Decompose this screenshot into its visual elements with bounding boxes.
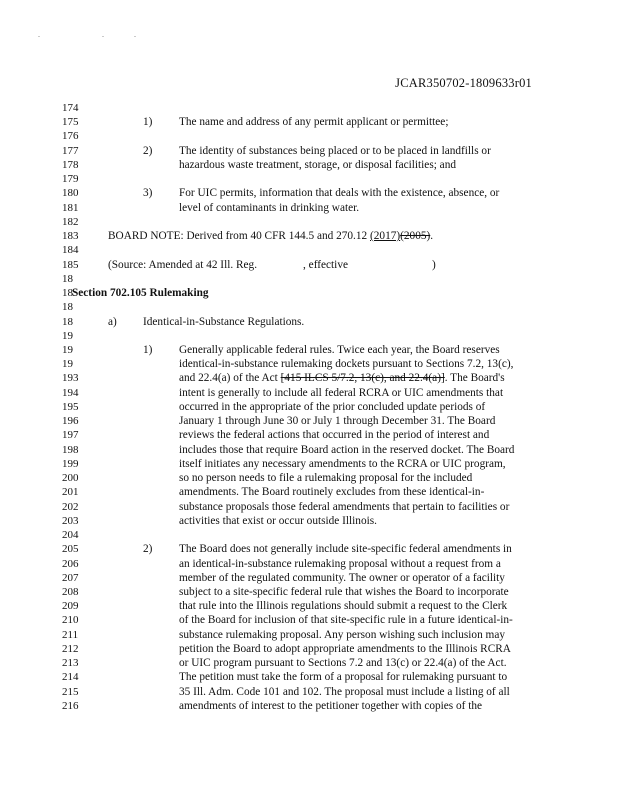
- line-number: 18: [62, 301, 73, 314]
- scan-specks: . ..: [38, 30, 166, 39]
- line-row: [0, 628, 618, 642]
- line-number: 175: [62, 116, 79, 129]
- line-number: 174: [62, 102, 79, 114]
- line-number: 178: [62, 158, 79, 171]
- line-number: 204: [62, 529, 79, 542]
- line-row: [0, 315, 618, 329]
- line-row: [0, 258, 618, 272]
- line-number: 181: [62, 201, 79, 214]
- item-3-text-line-1: For UIC permits, information that deals with the existence, absence, or: [179, 187, 500, 200]
- line-row: [0, 656, 618, 670]
- line-row: [0, 371, 618, 385]
- section-heading: Section 702.105 Rulemaking: [72, 287, 209, 300]
- item-3-number: 3): [143, 187, 153, 200]
- line-row: [0, 642, 618, 656]
- line-number: 184: [62, 244, 79, 257]
- line-number: 210: [62, 614, 79, 627]
- line-row: [0, 485, 618, 499]
- paragraph-1-line: amendments. The Board routinely excludes from these identical-in-: [179, 486, 485, 499]
- line-row: [0, 414, 618, 428]
- line-row: [0, 215, 618, 229]
- paragraph-1-line: occurred in the appropriate of the prior concluded update periods of: [179, 400, 486, 413]
- line-row: [0, 243, 618, 257]
- line-row: [0, 172, 618, 186]
- line-number: 18: [62, 287, 73, 300]
- paragraph-2-line: amendments of interest to the petitioner together with copies of the: [179, 699, 483, 712]
- line-row: [0, 457, 618, 471]
- paragraph-2-line: petition the Board to adopt appropriate amendments to the Illinois RCRA: [179, 642, 511, 655]
- line-list: [0, 101, 618, 713]
- line-row: [0, 386, 618, 400]
- paragraph-2-number: 2): [143, 543, 153, 556]
- line-number: 206: [62, 557, 79, 570]
- line-number: 194: [62, 386, 79, 399]
- line-number: 198: [62, 443, 79, 456]
- line-row: [0, 428, 618, 442]
- item-2-text-line-1: The identity of substances being placed or to be placed in landfills or: [179, 144, 491, 157]
- paragraph-1-line: substance proposals those federal amendments that pertain to facilities or: [179, 500, 510, 513]
- paragraph-2-line: member of the regulated community. The owner or operator of a facility: [179, 571, 505, 584]
- line-row: [0, 585, 618, 599]
- paragraph-2-line: substance rulemaking proposal. Any person wishing such inclusion may: [179, 628, 505, 641]
- line-number: 196: [62, 415, 79, 428]
- paragraph-2-line: that rule into the Illinois regulations should submit a request to the Clerk: [179, 600, 508, 613]
- line-number: 199: [62, 457, 79, 470]
- line-row: [0, 329, 618, 343]
- source-amended: (Source: Amended at 42 Ill. Reg.: [108, 258, 258, 271]
- item-2-number: 2): [143, 144, 153, 157]
- line-row: [0, 557, 618, 571]
- line-number: 215: [62, 685, 79, 698]
- line-row: [0, 101, 618, 115]
- board-note-inserted-year: (2017): [370, 230, 401, 243]
- line-row: [0, 144, 618, 158]
- line-number: 19: [62, 329, 73, 342]
- line-number: 197: [62, 429, 79, 442]
- paragraph-2-line: of the Board for inclusion of that site-specific rule in a future identical-in-: [179, 614, 513, 627]
- line-number: 180: [62, 187, 79, 200]
- paragraph-1-line: Generally applicable federal rules. Twice each year, the Board reserves: [179, 343, 500, 356]
- line-row: [0, 471, 618, 485]
- paragraph-2-line: subject to a site-specific federal rule that wishes the Board to incorporate: [179, 585, 509, 598]
- line-row: [0, 528, 618, 542]
- paragraph-1-line: January 1 through June 30 or July 1 through December 31. The Board: [179, 415, 496, 428]
- line-row: [0, 500, 618, 514]
- line-row: [0, 699, 618, 713]
- line-number: 18: [62, 315, 73, 328]
- paragraph-1-line-3-start: and 22.4(a) of the Act: [179, 372, 281, 385]
- paragraph-1-line: activities that exist or occur outside Illinois.: [179, 514, 377, 527]
- line-row: [0, 400, 618, 414]
- line-row: [0, 685, 618, 699]
- line-number: 201: [62, 486, 79, 499]
- paragraph-2-line: The Board does not generally include site-specific federal amendments in: [179, 543, 512, 556]
- paragraph-1-line: intent is generally to include all federal RCRA or UIC amendments that: [179, 386, 504, 399]
- line-row: [0, 613, 618, 627]
- paragraph-2-line: 35 Ill. Adm. Code 101 and 102. The proposal must include a listing of all: [179, 685, 510, 698]
- paragraph-1-line: itself initiates any necessary amendments to the RCRA or UIC program,: [179, 457, 506, 470]
- source-effective: , effective: [303, 258, 348, 271]
- paragraph-1-number: 1): [143, 343, 153, 356]
- line-row: [0, 272, 618, 286]
- source-close: ): [431, 258, 436, 271]
- line-row: [0, 158, 618, 172]
- line-number: 185: [62, 258, 79, 271]
- line-number: 205: [62, 543, 79, 556]
- board-note: [108, 229, 433, 243]
- line-row: [0, 186, 618, 200]
- item-2-text-line-2: hazardous waste treatment, storage, or disposal facilities; and: [179, 158, 456, 171]
- line-number: 195: [62, 400, 79, 413]
- source-note: [108, 258, 436, 272]
- line-row: [0, 286, 618, 300]
- paragraph-1-line: identical-in-substance rulemaking dockets pursuant to Sections 7.2, 13(c),: [179, 358, 514, 371]
- line-row: [0, 571, 618, 585]
- line-number: 212: [62, 642, 79, 655]
- line-number: 211: [62, 628, 79, 641]
- line-row: [0, 229, 618, 243]
- line-number: 179: [62, 173, 79, 186]
- board-note-deleted-year: (2005): [400, 230, 431, 243]
- paragraph-1-line: [179, 371, 505, 385]
- line-number: 203: [62, 514, 79, 527]
- line-row: [0, 443, 618, 457]
- paragraph-1-line: reviews the federal actions that occurred in the period of interest and: [179, 429, 490, 442]
- line-row: [0, 670, 618, 684]
- paragraph-2-line: The petition must take the form of a proposal for rulemaking pursuant to: [179, 671, 508, 684]
- line-number: 214: [62, 671, 79, 684]
- paragraph-1-line-3-end: . The Board's: [444, 372, 505, 385]
- line-row: [0, 599, 618, 613]
- line-number: 202: [62, 500, 79, 513]
- subsection-a-title: Identical-in-Substance Regulations.: [143, 315, 305, 328]
- line-row: [0, 115, 618, 129]
- deleted-citation: [415 ILCS 5/7.2, 13(c), and 22.4(a)]: [280, 372, 445, 385]
- line-number: 213: [62, 657, 79, 670]
- line-number: 207: [62, 571, 79, 584]
- line-row: [0, 514, 618, 528]
- item-1-number: 1): [143, 116, 153, 129]
- line-number: 182: [62, 215, 79, 228]
- line-number: 193: [62, 372, 79, 385]
- line-number: 183: [62, 230, 79, 243]
- paragraph-2-line: an identical-in-substance rulemaking proposal without a request from a: [179, 557, 501, 570]
- line-number: 200: [62, 472, 79, 485]
- line-row: [0, 129, 618, 143]
- board-note-suffix: .: [430, 230, 434, 243]
- paragraph-1-line: so no person needs to file a rulemaking proposal for the included: [179, 472, 473, 485]
- line-number: 19: [62, 358, 73, 371]
- document-id-header: JCAR350702-1809633r01: [395, 76, 532, 90]
- paragraph-2-line: or UIC program pursuant to Sections 7.2 and 13(c) or 22.4(a) of the Act.: [179, 657, 507, 670]
- line-row: [0, 542, 618, 556]
- paragraph-1-line: includes those that require Board action in the reserved docket. The Board: [179, 443, 515, 456]
- subsection-a-label: a): [108, 315, 117, 328]
- line-row: [0, 300, 618, 314]
- line-number: 177: [62, 144, 79, 157]
- item-1-text: The name and address of any permit applicant or permittee;: [179, 116, 449, 129]
- line-row: [0, 343, 618, 357]
- line-number: 176: [62, 130, 79, 143]
- line-number: 216: [62, 699, 79, 712]
- item-3-text-line-2: level of contaminants in drinking water.: [179, 201, 360, 214]
- line-row: [0, 201, 618, 215]
- line-number: 208: [62, 585, 79, 598]
- line-number: 209: [62, 600, 79, 613]
- line-row: [0, 357, 618, 371]
- board-note-prefix: BOARD NOTE: Derived from 40 CFR 144.5 and 270.12: [108, 230, 371, 243]
- line-number: 18: [62, 272, 73, 285]
- line-number: 19: [62, 343, 73, 356]
